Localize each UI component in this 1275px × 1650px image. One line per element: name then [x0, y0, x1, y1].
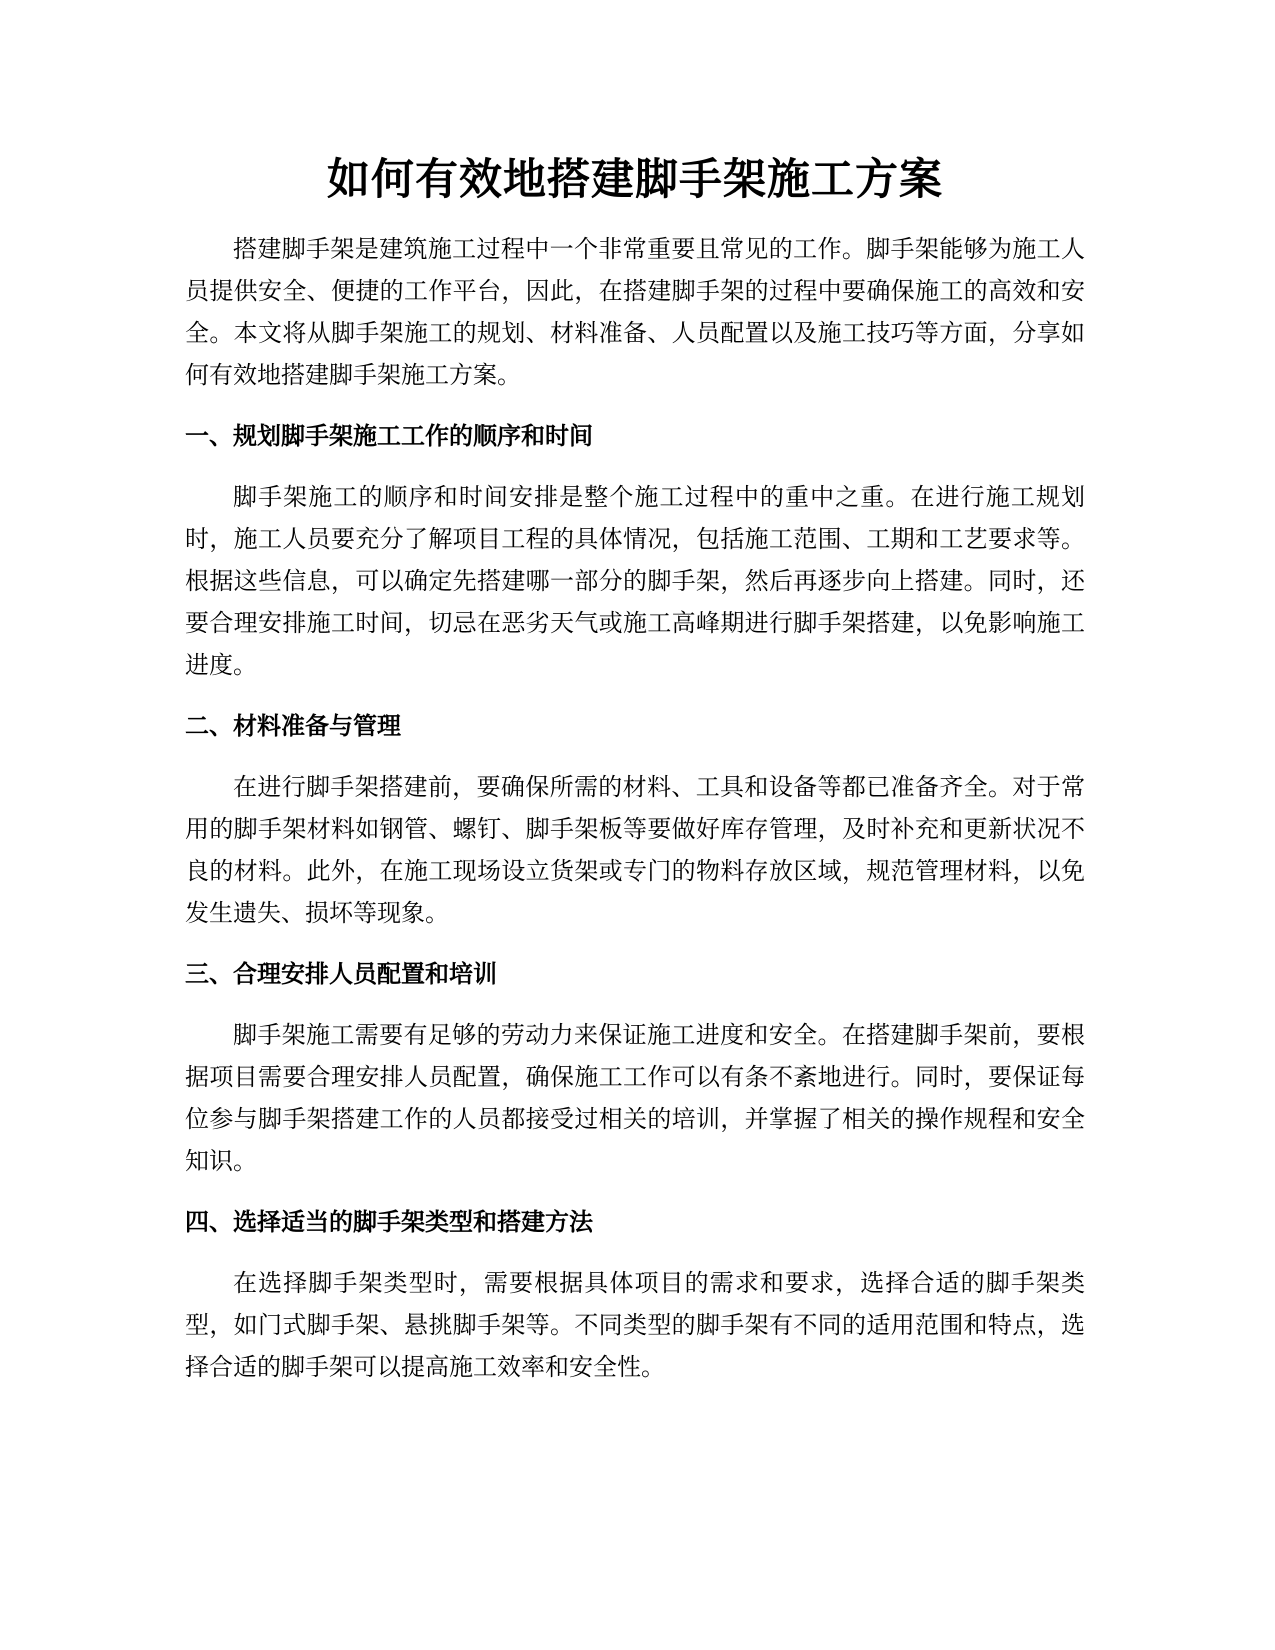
document-title: 如何有效地搭建脚手架施工方案 [327, 155, 943, 205]
section-3-heading: 三、合理安排人员配置和培训 [185, 960, 497, 988]
section-1-heading: 一、规划脚手架施工工作的顺序和时间 [185, 422, 593, 450]
section-4-body: 在选择脚手架类型时，需要根据具体项目的需求和要求，选择合适的脚手架类型，如门式脚手架、悬挑脚手架等。不同类型的脚手架有不同的适用范围和特点，选择合适的脚手架可以提高施工效率和安全性。 [185, 1269, 1085, 1381]
document-content [185, 150, 1085, 1388]
section-2-heading: 二、材料准备与管理 [185, 712, 401, 740]
section-3-body: 脚手架施工需要有足够的劳动力来保证施工进度和安全。在搭建脚手架前，要根据项目需要合理安排人员配置，确保施工工作可以有条不紊地进行。同时，要保证每位参与脚手架搭建工作的人员都接受过相关的培训，并掌握了相关的操作规程和安全知识。 [185, 1021, 1085, 1175]
section-1-body: 脚手架施工的顺序和时间安排是整个施工过程中的重中之重。在进行施工规划时，施工人员要充分了解项目工程的具体情况，包括施工范围、工期和工艺要求等。根据这些信息，可以确定先搭建哪一部分的脚手架，然后再逐步向上搭建。同时，还要合理安排施工时间，切忌在恶劣天气或施工高峰期进行脚手架搭建，以免影响施工进度。 [185, 483, 1085, 679]
section-2-body: 在进行脚手架搭建前，要确保所需的材料、工具和设备等都已准备齐全。对于常用的脚手架材料如钢管、螺钉、脚手架板等要做好库存管理，及时补充和更新状况不良的材料。此外，在施工现场设立货架或专门的物料存放区域，规范管理材料，以免发生遗失、损坏等现象。 [185, 773, 1085, 927]
intro-paragraph: 搭建脚手架是建筑施工过程中一个非常重要且常见的工作。脚手架能够为施工人员提供安全、便捷的工作平台，因此，在搭建脚手架的过程中要确保施工的高效和安全。本文将从脚手架施工的规划、材料准备、人员配置以及施工技巧等方面，分享如何有效地搭建脚手架施工方案。 [185, 235, 1085, 389]
section-4-heading: 四、选择适当的脚手架类型和搭建方法 [185, 1208, 593, 1236]
